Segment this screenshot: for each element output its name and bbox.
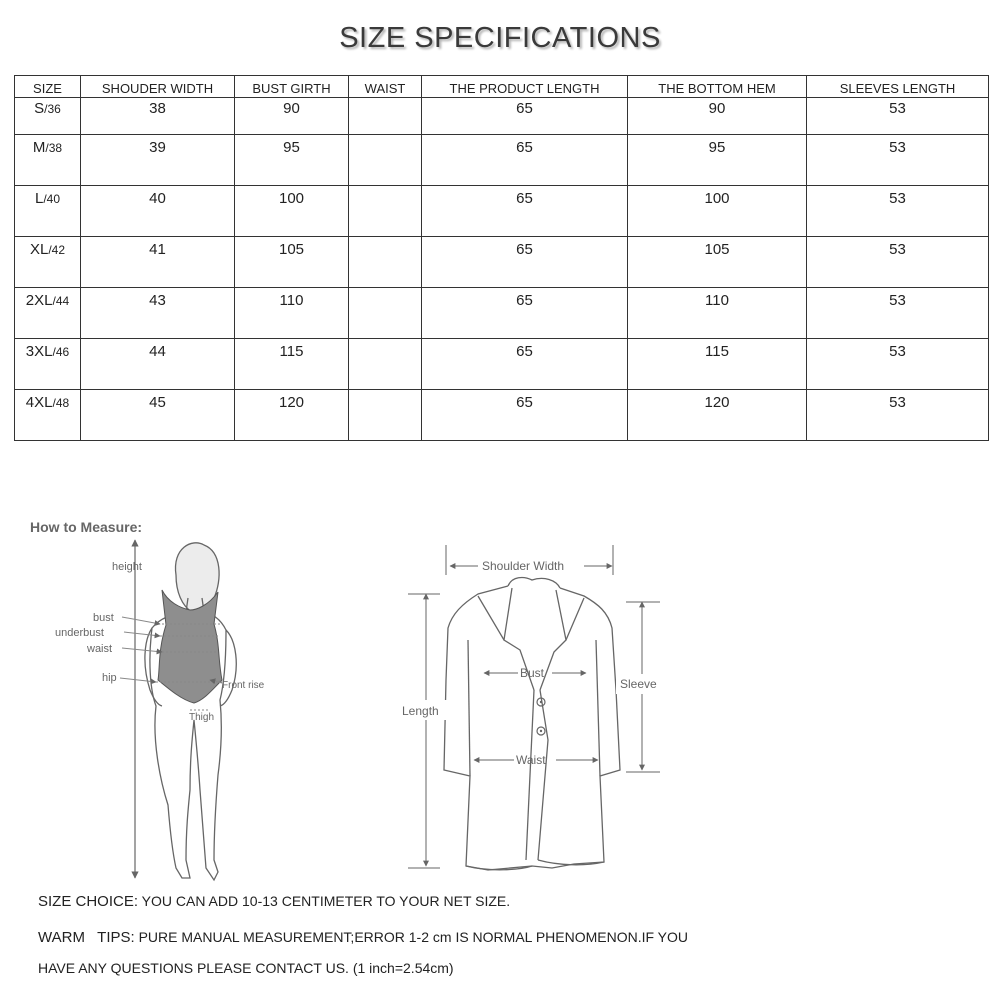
page-title: SIZE SPECIFICATIONS — [339, 22, 661, 54]
warm-tips-note-continued: HAVE ANY QUESTIONS PLEASE CONTACT US. (1 inch=2.54cm) — [38, 960, 454, 976]
table-cell: 53 — [807, 288, 989, 339]
size-label: L — [34, 190, 44, 207]
column-header: BUST GIRTH — [235, 76, 349, 98]
table-cell: 110 — [235, 288, 349, 339]
table-cell: 53 — [807, 98, 989, 135]
table-cell: 53 — [807, 237, 989, 288]
bust-label: bust — [93, 612, 114, 624]
table-cell: 95 — [235, 135, 349, 186]
size-label: S — [34, 100, 45, 117]
size-label: M — [32, 139, 46, 156]
table-cell: 53 — [807, 390, 989, 441]
table-cell: 95 — [628, 135, 807, 186]
eu-size-label: /40 — [43, 192, 61, 206]
table-cell: 65 — [422, 135, 628, 186]
garment-waist-label: Waist — [516, 753, 546, 767]
shoulder-width-label: Shoulder Width — [482, 559, 565, 573]
table-cell: 105 — [628, 237, 807, 288]
eu-size-label: /44 — [52, 294, 70, 308]
table-cell: 65 — [422, 98, 628, 135]
size-choice-note — [38, 893, 510, 910]
table-cell: 100 — [628, 186, 807, 237]
table-cell: 44 — [81, 339, 235, 390]
table-cell: 39 — [81, 135, 235, 186]
table-cell: 45 — [81, 390, 235, 441]
size-label: 3XL — [25, 343, 53, 360]
table-cell: 120 — [628, 390, 807, 441]
underbust-label: underbust — [55, 627, 104, 639]
table-cell: 65 — [422, 237, 628, 288]
height-label: height — [112, 561, 142, 573]
garment-bust-label: Bust — [520, 666, 545, 680]
length-label: Length — [402, 704, 439, 718]
table-cell: 120 — [235, 390, 349, 441]
thigh-label: Thigh — [189, 712, 215, 723]
table-cell: 53 — [807, 135, 989, 186]
table-cell: 53 — [807, 186, 989, 237]
hip-label: hip — [102, 672, 117, 684]
eu-size-label: /38 — [45, 141, 63, 155]
table-cell: 115 — [628, 339, 807, 390]
table-cell: 65 — [422, 339, 628, 390]
size-choice-label: SIZE CHOICE: — [38, 893, 139, 910]
column-header: SHOUDER WIDTH — [81, 76, 235, 98]
how-to-measure-heading: How to Measure: — [30, 519, 143, 535]
size-label: 2XL — [25, 292, 53, 309]
warm-tips-note — [38, 929, 688, 946]
coat-icon — [444, 578, 620, 870]
table-cell: 100 — [235, 186, 349, 237]
button-icon — [540, 701, 542, 703]
waist-label: waist — [87, 643, 113, 655]
table-cell: 90 — [628, 98, 807, 135]
table-cell: 65 — [422, 390, 628, 441]
front-rise-label: Front rise — [222, 680, 265, 691]
size-label: XL — [29, 241, 49, 258]
eu-size-label: /48 — [52, 396, 70, 410]
column-header: THE PRODUCT LENGTH — [422, 76, 628, 98]
table-cell: 115 — [235, 339, 349, 390]
sleeve-label: Sleeve — [620, 677, 657, 691]
size-choice-text: YOU CAN ADD 10-13 CENTIMETER TO YOUR NET SIZE. — [141, 893, 511, 909]
warm-tips-label: WARM TIPS: — [38, 929, 135, 946]
table-cell: 53 — [807, 339, 989, 390]
column-header: SIZE — [15, 76, 81, 98]
table-cell: 38 — [81, 98, 235, 135]
table-cell: 65 — [422, 288, 628, 339]
table-cell: 41 — [81, 237, 235, 288]
table-cell: 65 — [422, 186, 628, 237]
table-cell: 40 — [81, 186, 235, 237]
eu-size-label: /46 — [52, 345, 70, 359]
eu-size-label: /42 — [48, 243, 66, 257]
eu-size-label: /36 — [44, 102, 61, 116]
table-cell: 43 — [81, 288, 235, 339]
column-header: THE BOTTOM HEM — [628, 76, 807, 98]
column-header: SLEEVES LENGTH — [807, 76, 989, 98]
size-label: 4XL — [25, 394, 53, 411]
table-cell: 105 — [235, 237, 349, 288]
table-cell: 110 — [628, 288, 807, 339]
button-icon — [540, 730, 542, 732]
warm-tips-text: PURE MANUAL MEASUREMENT;ERROR 1-2 cm IS NORMAL PHENOMENON.IF YOU — [138, 929, 689, 945]
column-header: WAIST — [349, 76, 422, 98]
table-cell: 90 — [235, 98, 349, 135]
